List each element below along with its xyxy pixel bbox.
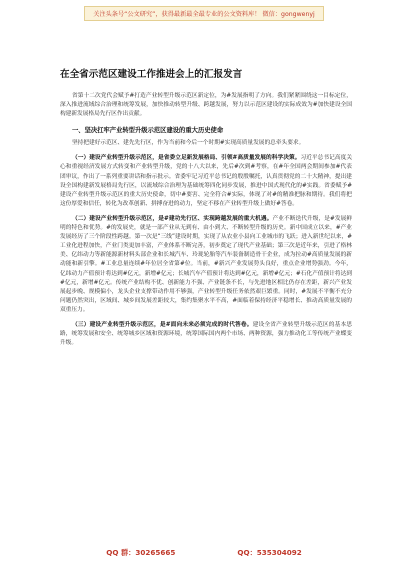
section-intro-paragraph: 坚持把建好示范区、建先先行区，作为当前和今后一个时期#实现高质量发展的总牵头要求。 [72, 140, 305, 147]
paragraph-1-body: 习近平总书记高度关心和重视经济发展方式转变和产业转型升级，党的十八大以来，先后#次到#考察，在#年全国两会期间参加#代表团审议，作出了一系列重要讲话和指示批示。省委牢记习近平总书记的殷殷嘱托，认真贯彻党的二十大精神，提出建设全国构建新发展格局先行区，以流域综合治理为基础统筹四化同步发展，推进中国式现代化的#实践。省委赋予#建设产业转型升级示范区的重大历史使命，切中#要害、完全符合#实际，体现了对#的精准把脉和期待。我们将把这份厚爱和信任，转化为改革创新、拼搏奋进的动力，坚定不移在产业转型升级上做好#答卷。 [60, 155, 353, 207]
paragraph-3-body: 建设全省产业转型升级示范区的基本思路，统筹发展和安全、统筹城乡区域和资源环境，统筹国际国内两个市场、两种资源，强力推动化工等传统产业蝶变升级。 [60, 321, 353, 347]
section-heading: 一、坚决扛牢产业转型升级示范区建设的重大历史使命 [72, 127, 224, 135]
paragraph-1 [60, 154, 352, 209]
footer [0, 548, 408, 568]
paragraph-1-lead: （一）建设产业转型升级示范区，是省委立足新发展格局、引领#高质量发展的科学决策。 [72, 155, 301, 162]
paragraph-2-body: 产业不断迭代升级，是#发展鲜明的特色和优势。#的发展史，就是一部产业从无到有、由小到大、不断转型升级的历史。新中国成立以来，#产业发展经历了三个阶段性跨越。第一次是“三线”建设时期，实现了从农业小县向工业城市的飞跃；进入新世纪以来，#工业化进程加快，产业门类更加丰富，产业体系不断完善，初步奠定了现代产业基础；第三次是近年来，引进了格林美、亿纬动力等新能源新材料头部企业和长城汽车、玲珑轮胎等汽车装备制造骨干企业，成为拉动#高质量发展的新动能和新引擎。#工业总量连续#年位居全省第#位。当前，#新兴产业发展势头良好，重点企业增势强劲。今年，亿纬动力产值预计将达到#亿元，新增#亿元；长城汽车产值预计将达到#亿元，新增#亿元；#石化产值预计将达到#亿元，新增#亿元。传统产业结构不优、创新能力不强、产业链条不长，与先进地区相比仍存在差距，新兴产业发展起步晚、规模偏小，龙头企业支撑带动作用不够强，产业转型升级任务依然艰巨繁重。同时，#发展不平衡不充分问题仍然突出，区域间、城乡间发展差距较大，集约集聚水平不高，#面临着保持经济平稳增长、推动高质量发展的双重压力。 [60, 215, 353, 313]
top-banner [0, 0, 408, 26]
footer-qq-group: QQ 群：30265665 [106, 548, 176, 557]
paragraph-3 [60, 321, 352, 348]
intro-paragraph: 省第十二次党代会赋予#打造产业转型升级示范区新定位，为#发展指明了方向。我们紧紧围绕这一目标定位，深入推进流域综合治理和统筹发展，加快推动转型升级、跨越发展，努力以示范区建设的实际成效为#加快建设全国构建新发展格局先行区作出贡献。 [60, 93, 352, 118]
banner-notice: 关注头条号“公文研究”，获得最新最全最专业的公文资料库！ 微信：gongwenyj [84, 6, 324, 21]
paragraph-2 [60, 215, 352, 315]
document-title: 在全省示范区建设工作推进会上的汇报发言 [60, 69, 243, 80]
paragraph-3-lead: （三）建设产业转型升级示范区，是#面向未来必须完成的时代答卷。 [72, 321, 253, 328]
footer-qq: QQ：535304092 [237, 548, 302, 557]
paragraph-2-lead: （二）建设产业转型升级示范区，是#建功先行区、实现跨越发展的重大机遇。 [72, 215, 273, 222]
document-body [60, 92, 352, 354]
